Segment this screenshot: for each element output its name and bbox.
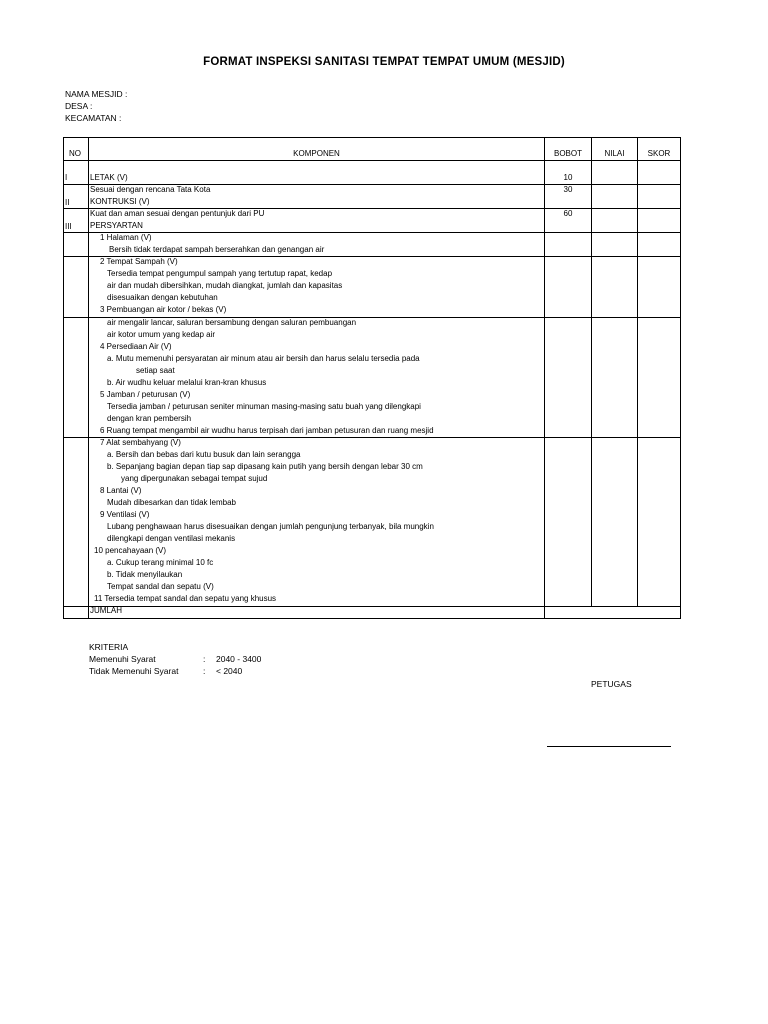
criteria-line: air mengalir lancar, saluran bersambung dengan saluran pembuangan [107,318,357,327]
criteria-line: 11 Tersedia tempat sandal dan sepatu yang khusus [94,594,277,603]
col-line-no [88,137,89,619]
criteria-line: a. Bersih dan bebas dari kutu busuk dan lain serangga [107,450,301,459]
row-bobot: 30 [563,185,573,194]
criteria-line: setiap saat [136,366,175,375]
criteria-line: 5 Jamban / peturusan (V) [100,390,191,399]
criteria-line: Mudah dibesarkan dan tidak lembab [107,498,236,507]
criteria-line: 6 Ruang tempat mengambil air wudhu harus terpisah dari jamban petusuran dan ruang mesjid [100,426,434,435]
criteria-line: disesuaikan dengan kebutuhan [107,293,218,302]
inspection-table [63,137,681,619]
header-nilai: NILAI [604,149,625,158]
signature-line [547,746,671,747]
row-text: LETAK (V) [90,173,128,182]
criteria-line: b. Tidak menyilaukan [107,570,183,579]
table-border-top [63,137,681,138]
criteria-line: b. Air wudhu keluar melalui kran-kran khusus [107,378,267,387]
criteria-line: 1 Halaman (V) [100,233,152,242]
criteria-line: 2 Tempat Sampah (V) [100,257,178,266]
criteria-line: 4 Persediaan Air (V) [100,342,172,351]
row-text: Kuat dan aman sesuai dengan pentunjuk dari PU [90,209,265,218]
criteria-line: 9 Ventilasi (V) [100,510,150,519]
criteria-line: air dan mudah dibersihkan, mudah diangkat, jumlah dan kapasitas [107,281,343,290]
criteria-line: Bersih tidak terdapat sampah berserahkan dan genangan air [109,245,325,254]
kriteria-label: Tidak Memenuhi Syarat [89,666,179,676]
jumlah-label: JUMLAH [90,606,123,615]
row-line [63,232,681,233]
kriteria-value: 2040 - 3400 [216,654,262,664]
kriteria-separator: : [203,654,206,664]
header-komponen: KOMPONEN [293,149,340,158]
header-bobot: BOBOT [553,149,582,158]
table-border-left [63,137,64,619]
row-bobot: 10 [563,173,573,182]
criteria-line: 8 Lantai (V) [100,486,142,495]
criteria-line: b. Sepanjang bagian depan tiap sap dipasang kain putih yang bersih dengan lebar 30 cm [107,462,423,471]
row-line [63,606,681,607]
header-no: NO [69,149,81,158]
table-border-right [680,137,681,619]
kriteria-value: < 2040 [216,666,243,676]
nama-mesjid-label: NAMA MESJID : [65,89,128,99]
criteria-line: dilengkapi dengan ventilasi mekanis [107,534,236,543]
table-border-bottom [63,618,681,619]
criteria-line: 3 Pembuangan air kotor / bekas (V) [100,305,227,314]
row-bobot: 60 [563,209,573,218]
criteria-line: 7 Alat sembahyang (V) [100,438,181,447]
criteria-line: 10 pencahayaan (V) [94,546,167,555]
criteria-line: Tempat sandal dan sepatu (V) [107,582,214,591]
criteria-line: dengan kran pembersih [107,414,192,423]
row-line [63,160,681,161]
row-text: Sesuai dengan rencana Tata Kota [90,185,211,194]
row-text: KONTRUKSI (V) [90,197,150,206]
kriteria-separator: : [203,666,206,676]
criteria-line: Tersedia tempat pengumpul sampah yang tertutup rapat, kedap [107,269,333,278]
criteria-line: air kotor umum yang kedap air [107,330,216,339]
criteria-line: Lubang penghawaan harus disesuaikan dengan jumlah pengunjung terbanyak, bila mungkin [107,522,434,531]
criteria-line: Tersedia jamban / peturusan seniter minuman masing-masing satu buah yang dilengkapi [107,402,421,411]
desa-label: DESA : [65,101,93,111]
row-text: PERSYARTAN [90,221,143,230]
page-title: FORMAT INSPEKSI SANITASI TEMPAT TEMPAT UMUM (MESJID) [203,56,565,68]
header-skor: SKOR [647,149,671,158]
row-no: III [65,222,72,231]
criteria-line: a. Cukup terang minimal 10 fc [107,558,214,567]
petugas-label: PETUGAS [591,679,632,689]
kecamatan-label: KECAMATAN : [65,113,122,123]
row-no: I [65,173,68,182]
criteria-line: yang dipergunakan sebagai tempat sujud [121,474,268,483]
kriteria-title: KRITERIA [89,642,129,652]
criteria-line: a. Mutu memenuhi persyaratan air minum atau air bersih dan harus selalu tersedia pada [107,354,420,363]
row-no: II [65,198,70,207]
kriteria-label: Memenuhi Syarat [89,654,156,664]
